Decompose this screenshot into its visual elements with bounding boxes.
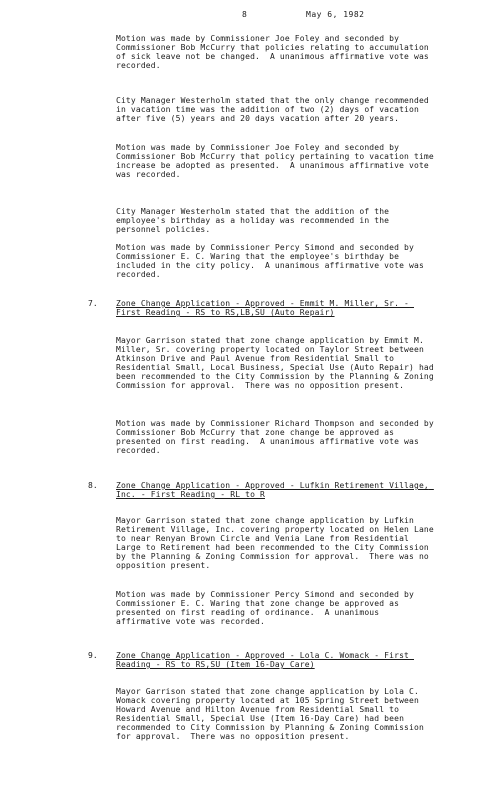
item-paragraph: Motion was made by Commissioner Richard Thompson and seconded by Commissioner Bob McCurry that zone change be approved as presented on first reading. A unanimous affirmative vote was recorded.	[116, 419, 439, 456]
paragraph-sick-leave-motion: Motion was made by Commissioner Joe Foley and seconded by Commissioner Bob McCurry that policies relating to accumulation of sick leave not be changed. A unanimous affirmative vote was recorded.	[116, 34, 434, 71]
item-title: Zone Change Application - Approved - Lola C. Womack - First Reading - RS to RS,SU (Item 16-Day Care)	[116, 651, 414, 670]
item-paragraph: Motion was made by Commissioner Percy Simond and seconded by Commissioner E. C. Waring that zone change be approved as presented on first reading of ordinance. A unanimous affirmative vote was recorded.	[116, 590, 419, 627]
item-number: 8.	[88, 481, 98, 490]
paragraph-birthday-motion: Motion was made by Commissioner Percy Simond and seconded by Commissioner E. C. Waring that the employee's birthday be included in the city policy. A unanimous affirmative vote was recorded.	[116, 243, 429, 280]
item-paragraph: Mayor Garrison stated that zone change application by Lufkin Retirement Village, Inc. covering property located on Helen Lane to near Renyan Brown Circle and Venia Lane from Residential Large to Retirement had been recommended to the City Commission by the Planning & Zoning Commission for approval. There was no opposition present.	[116, 516, 439, 571]
item-number: 9.	[88, 651, 98, 660]
item-paragraph: Mayor Garrison stated that zone change application by Lola C. Womack covering property located at 105 Spring Street between Howard Avenue and Hilton Avenue from Residential Small to Residential Small, Special Use (Item 16-Day Care) had been recommended to City Commission by Planning & Zoning Commission for approval. There was no opposition present.	[116, 687, 429, 742]
meeting-date: May 6, 1982	[306, 10, 365, 19]
paragraph-birthday-statement: City Manager Westerholm stated that the addition of the employee's birthday as a holiday was recommended in the personnel policies.	[116, 207, 395, 235]
item-paragraph: Mayor Garrison stated that zone change application by Emmit M. Miller, Sr. covering property located on Taylor Street between Atkinson Drive and Paul Avenue from Residential Small to Residential Small, Local Business, Special Use (Auto Repair) had been recommended to the City Commission by the Planning & Zoning Commission for approval. There was no opposition present.	[116, 336, 439, 391]
item-title: Zone Change Application - Approved - Lufkin Retirement Village, Inc. - First Reading - RL to R	[116, 481, 434, 500]
paragraph-vacation-statement: City Manager Westerholm stated that the only change recommended in vacation time was the addition of two (2) days of vacation after five (5) years and 20 days vacation after 20 years.	[116, 96, 434, 124]
page-number: 8	[242, 10, 248, 19]
paragraph-vacation-motion: Motion was made by Commissioner Joe Foley and seconded by Commissioner Bob McCurry that policy pertaining to vacation time increase be adopted as presented. A unanimous affirmative vote was recorded.	[116, 143, 439, 180]
item-number: 7.	[88, 299, 98, 308]
item-title: Zone Change Application - Approved - Emmit M. Miller, Sr. - First Reading - RS to RS,LB,SU (Auto Repair)	[116, 299, 414, 318]
